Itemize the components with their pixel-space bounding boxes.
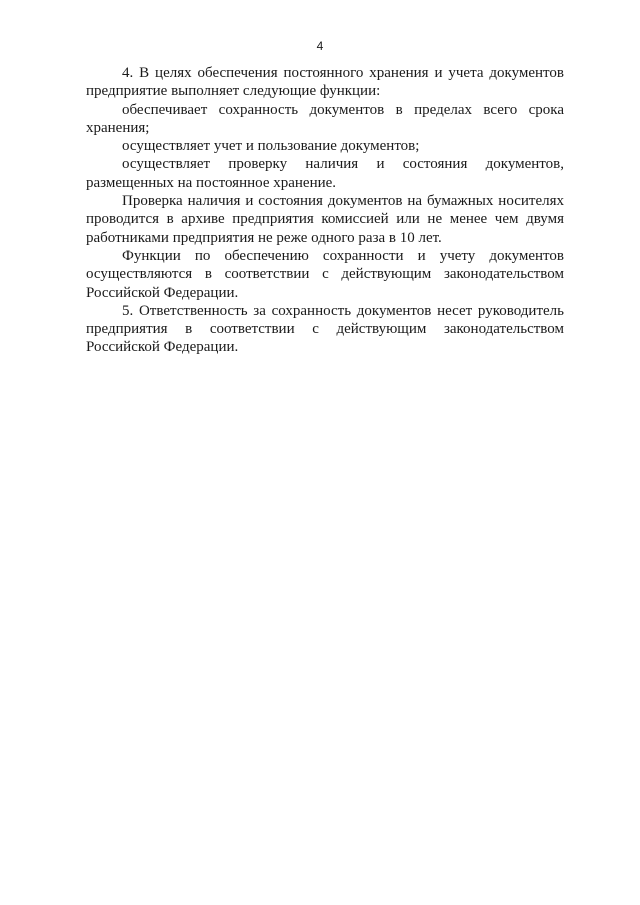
paragraph-function-safekeeping: обеспечивает сохранность документов в пределах всего срока хранения; bbox=[86, 101, 564, 136]
paragraph-clause-4: 4. В целях обеспечения постоянного хранения и учета документов предприятие выполняет следующие функции: bbox=[86, 65, 564, 100]
paragraph-clause-5: 5. Ответственность за сохранность документов несет руководитель предприятия в соответствии с действующим законодательством Российской Федерации. bbox=[86, 302, 564, 356]
paragraph-verification-schedule: Проверка наличия и состояния документов на бумажных носителях проводится в архиве предприятия комиссией или не менее чем двумя работниками предприятия не реже одного раза в 10 лет. bbox=[86, 193, 564, 246]
paragraph-function-verification: осуществляет проверку наличия и состояния документов, размещенных на постоянное хранение. bbox=[86, 156, 564, 191]
paragraph-function-accounting: осуществляет учет и пользование документов; bbox=[122, 138, 420, 155]
page-number: 4 bbox=[316, 39, 324, 53]
paragraph-functions-legal-basis: Функции по обеспечению сохранности и учету документов осуществляются в соответствии с действующим законодательством Российской Федерации. bbox=[86, 247, 564, 301]
document-body bbox=[86, 64, 564, 357]
